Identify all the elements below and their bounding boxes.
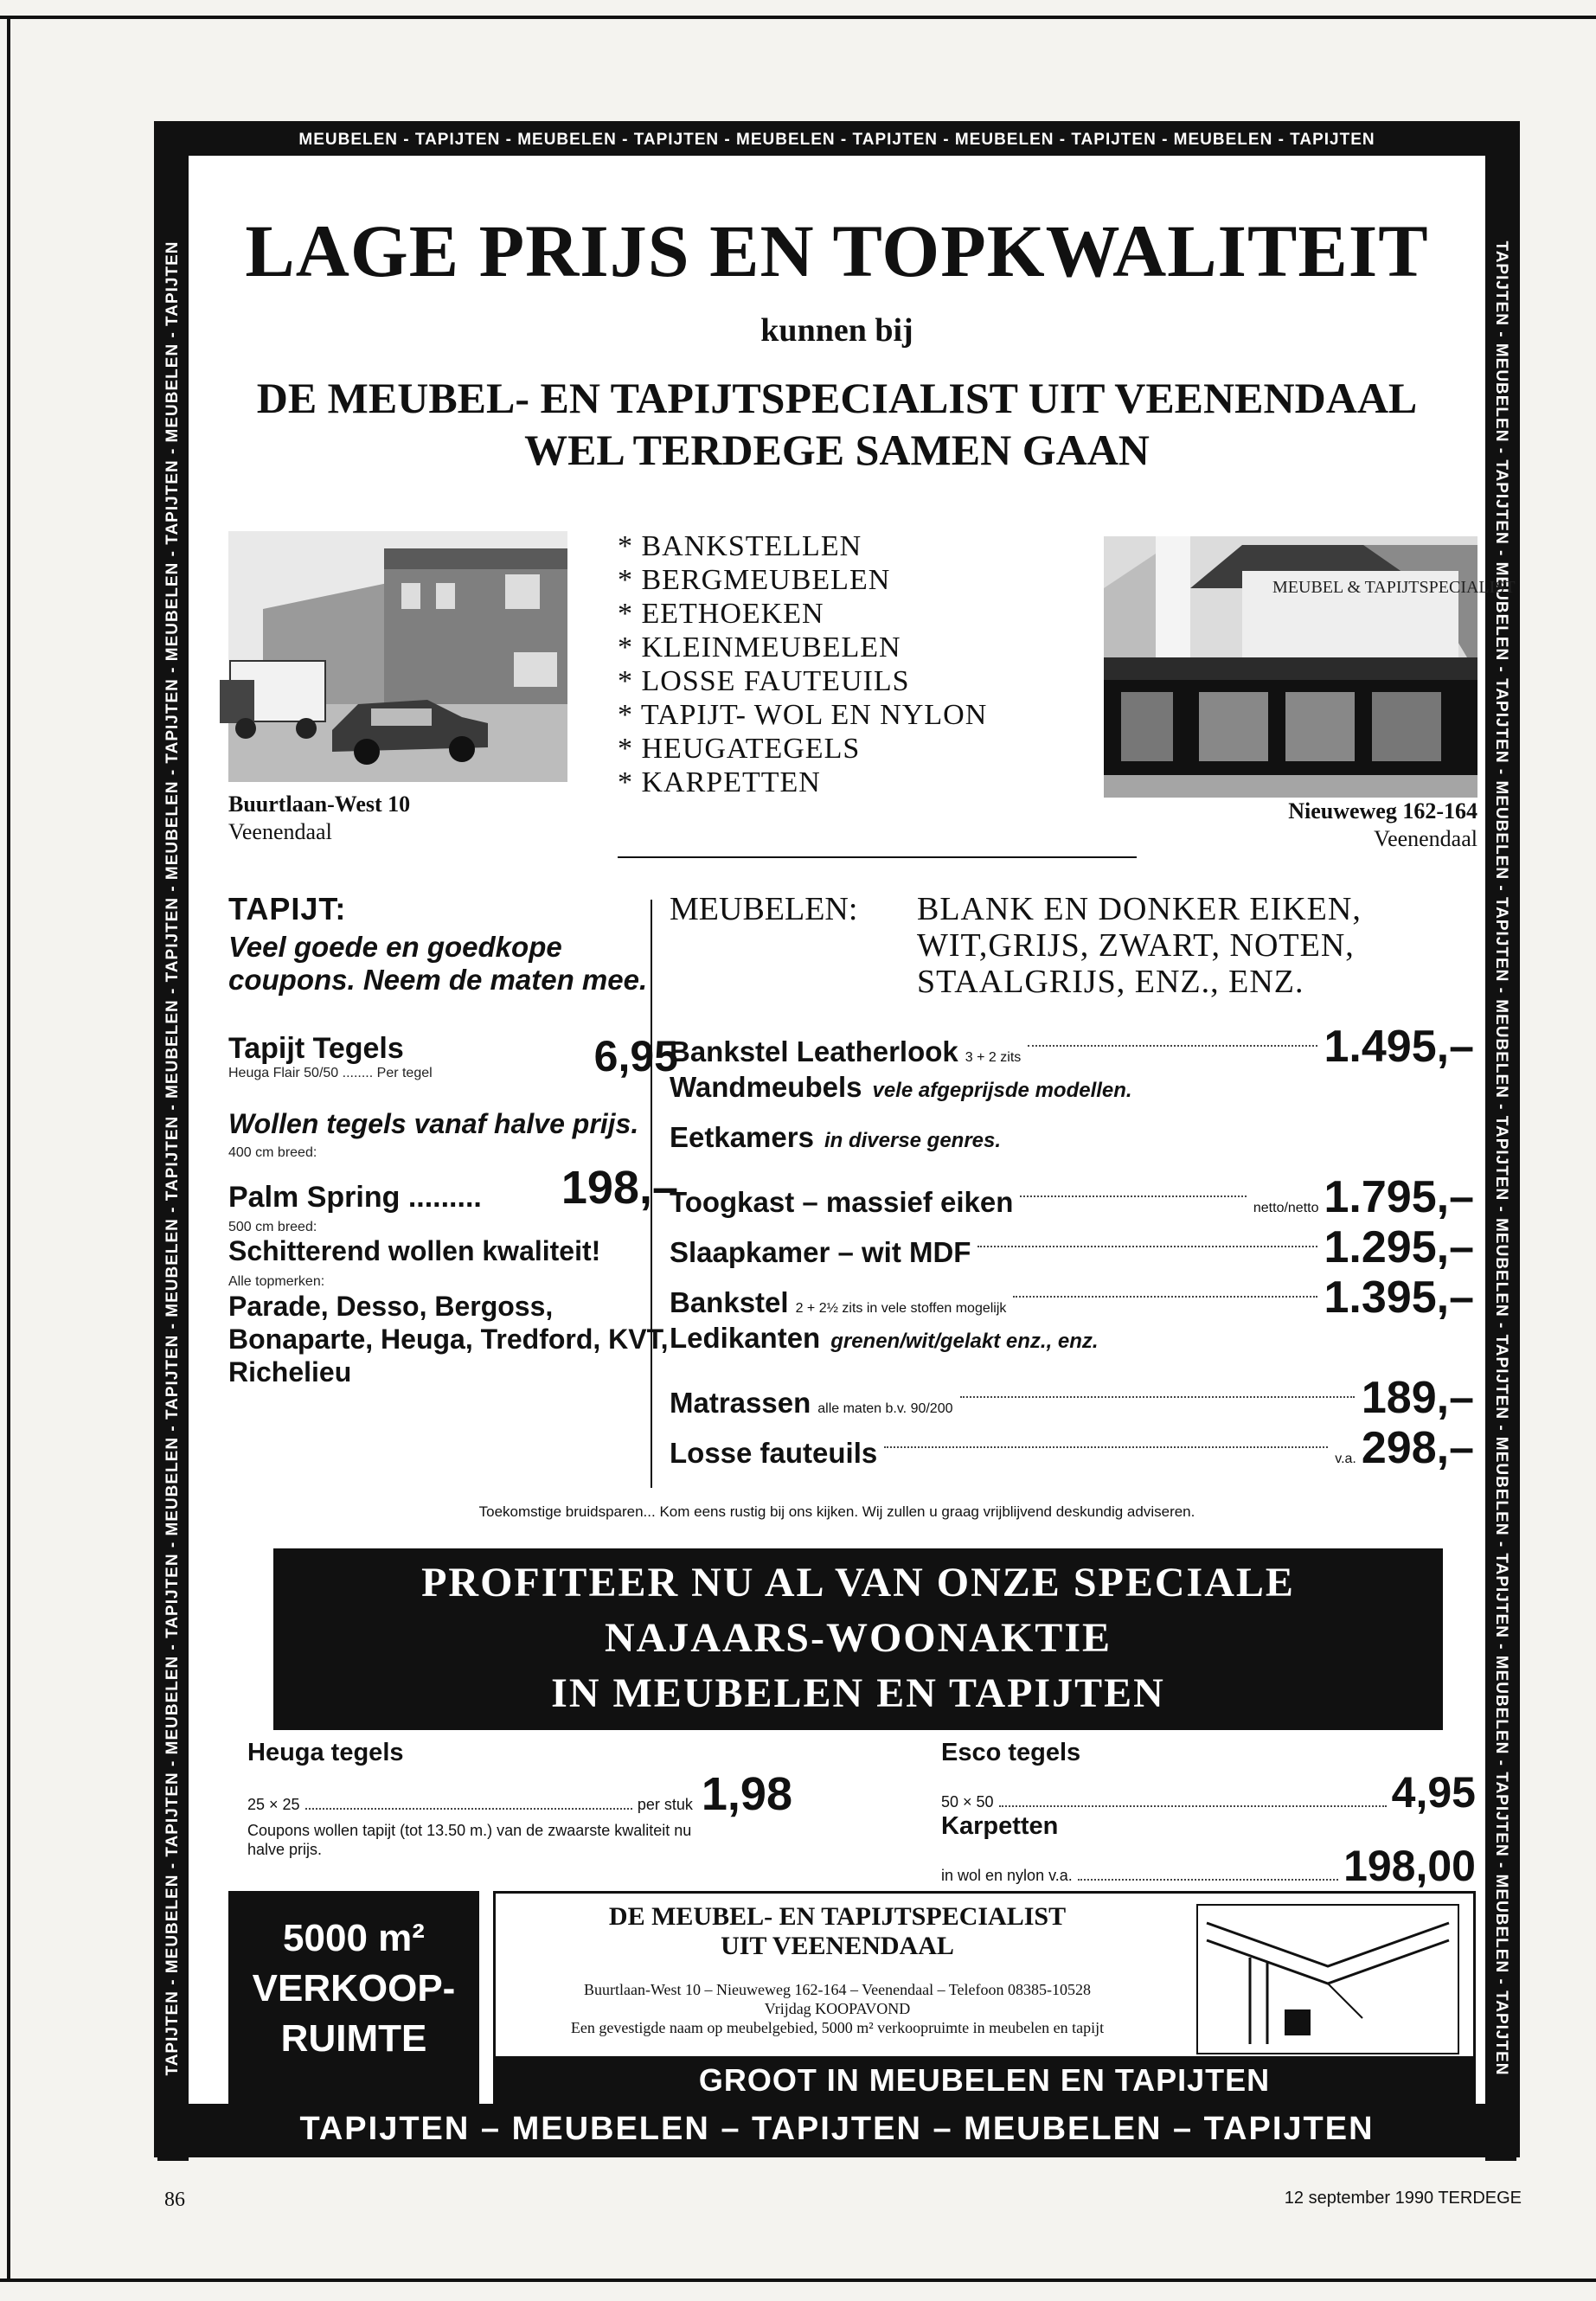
assortment-item: * BANKSTELLEN bbox=[618, 529, 987, 563]
price-row: Slaapkamer – wit MDF 1.295,– bbox=[670, 1222, 1474, 1272]
advertisement bbox=[154, 121, 1520, 2157]
tapijt-tegels-price: 6,95 bbox=[593, 1032, 678, 1080]
meubelen-finish-2: WIT,GRIJS, ZWART, NOTEN, bbox=[917, 927, 1355, 964]
showroom-line-2: VERKOOP- bbox=[252, 1967, 456, 2009]
border-left-text: TAPIJTEN - MEUBELEN - TAPIJTEN - MEUBELEN - TAPIJTEN - MEUBELEN - TAPIJTEN - MEUBELEN - TAPIJTEN - MEUBELEN - TAPIJTEN - MEUBELEN - TAPIJTEN - MEUBELEN - TAPIJTEN - MEUBELEN - TAPIJTEN bbox=[163, 240, 182, 2076]
left-location-street: Buurtlaan-West 10 bbox=[228, 792, 411, 817]
karpet-desc: in wol en nylon v.a. bbox=[941, 1867, 1073, 1884]
showroom-line-3: RUIMTE bbox=[280, 2017, 427, 2060]
palm-spring-price: 198,– bbox=[561, 1162, 678, 1214]
route-map-illustration bbox=[1198, 1906, 1454, 2049]
heuga-unit: per stuk bbox=[637, 1796, 693, 1813]
price-row: Wandmeubels vele afgeprijsde modellen. bbox=[670, 1071, 1132, 1103]
notice-line: Toekomstige bruidsparen... Kom eens rustig bij ons kijken. Wij zullen u graag vrijblijvend deskundig adviseren. bbox=[478, 1503, 1195, 1520]
assortment-item: * KARPETTEN bbox=[618, 766, 987, 799]
storefront-sign: MEUBEL & TAPIJTSPECIALIST bbox=[1272, 578, 1516, 597]
wollen-tegels-title: Wollen tegels vanaf halve prijs. bbox=[228, 1108, 639, 1139]
price-row: Toogkast – massief eiken netto/netto 1.795,– bbox=[670, 1172, 1474, 1222]
showroom-area: 5000 m² bbox=[283, 1917, 425, 1959]
esco-title: Esco tegels bbox=[941, 1739, 1081, 1766]
meubelen-finish-3: STAALGRIJS, ENZ., ENZ. bbox=[917, 964, 1304, 1000]
assortment-item: * TAPIJT- WOL EN NYLON bbox=[618, 698, 987, 732]
meubelen-price-list bbox=[670, 1021, 1474, 1472]
heuga-offer bbox=[247, 1739, 792, 1859]
subhead: kunnen bij bbox=[760, 312, 913, 349]
storefront-photo bbox=[1104, 536, 1516, 798]
assortment-list bbox=[618, 529, 987, 799]
meubelen-finish-1: BLANK EN DONKER EIKEN, bbox=[917, 891, 1362, 927]
center-divider bbox=[618, 856, 1137, 858]
esco-price: 4,95 bbox=[1391, 1768, 1476, 1817]
brands-list: Parade, Desso, Bergoss, Bonaparte, Heuga, Tredford, KVT, Richelieu bbox=[228, 1291, 669, 1388]
karpet-price: 198,00 bbox=[1343, 1842, 1476, 1890]
heuga-price: 1,98 bbox=[701, 1768, 792, 1820]
brands-label: Alle topmerken: bbox=[228, 1274, 325, 1289]
assortment-item: * BERGMEUBELEN bbox=[618, 563, 987, 597]
quality-text: Schitterend wollen kwaliteit! bbox=[228, 1235, 601, 1266]
border-right-strip bbox=[1485, 156, 1516, 2161]
quality-width: 500 cm breed: bbox=[228, 1220, 317, 1234]
esco-size: 50 × 50 bbox=[941, 1793, 994, 1811]
tapijt-tegels-desc: Heuga Flair 50/50 ........ Per tegel bbox=[228, 1066, 433, 1080]
tapijt-heading: TAPIJT: bbox=[228, 891, 347, 926]
left-location-city: Veenendaal bbox=[228, 819, 332, 844]
storefront-illustration bbox=[1104, 536, 1516, 798]
store-name-2: UIT VEENENDAAL bbox=[721, 1932, 954, 1960]
price-row: Matrassen alle maten b.v. 90/200 189,– bbox=[670, 1373, 1474, 1423]
assortment-item: * LOSSE FAUTEUILS bbox=[618, 664, 987, 698]
store-address: Buurtlaan-West 10 – Nieuweweg 162-164 – Veenendaal – Telefoon 08385-10528 bbox=[584, 1981, 1091, 1998]
border-top-strip: MEUBELEN - TAPIJTEN - MEUBELEN - TAPIJTEN - MEUBELEN - TAPIJTEN - MEUBELEN - TAPIJTEN - MEUBELEN - TAPIJTEN bbox=[157, 125, 1516, 156]
assortment-item: * KLEINMEUBELEN bbox=[618, 631, 987, 664]
issue-info: 12 september 1990 TERDEGE bbox=[1284, 2189, 1522, 2208]
border-left-strip bbox=[157, 156, 189, 2161]
promo-line-3: IN MEUBELEN EN TAPIJTEN bbox=[551, 1670, 1165, 1716]
store-slogan: GROOT IN MEUBELEN EN TAPIJTEN bbox=[496, 2056, 1473, 2105]
location-map bbox=[1196, 1904, 1459, 2054]
heuga-title: Heuga tegels bbox=[247, 1739, 404, 1766]
price-row: Losse fauteuils v.a. 298,– bbox=[670, 1423, 1474, 1473]
promo-line-2: NAJAARS-WOONAKTIE bbox=[604, 1615, 1112, 1661]
tagline bbox=[189, 372, 1485, 476]
assortment-item: * HEUGATEGELS bbox=[618, 732, 987, 766]
meubelen-label: MEUBELEN: bbox=[670, 891, 858, 927]
tapijt-tegels-row bbox=[228, 1031, 678, 1081]
promo-banner bbox=[273, 1548, 1443, 1730]
price-row: Eetkamers in diverse genres. bbox=[670, 1121, 1002, 1153]
palm-spring-name: Palm Spring ......... bbox=[228, 1181, 482, 1214]
tapijt-intro: Veel goede en goedkope coupons. Neem de maten mee. bbox=[228, 931, 648, 996]
right-location-city: Veenendaal bbox=[1374, 826, 1477, 851]
tagline-line-1: DE MEUBEL- EN TAPIJTSPECIALIST UIT VEENENDAAL bbox=[256, 374, 1418, 422]
page-number: 86 bbox=[164, 2189, 185, 2211]
price-row: Bankstel Leatherlook 3 + 2 zits 1.495,– bbox=[670, 1022, 1474, 1072]
right-location-street: Nieuweweg 162-164 bbox=[1288, 798, 1477, 824]
border-right-text: TAPIJTEN - MEUBELEN - TAPIJTEN - MEUBELEN - TAPIJTEN - MEUBELEN - TAPIJTEN - MEUBELEN - TAPIJTEN - MEUBELEN - TAPIJTEN - MEUBELEN - TAPIJTEN - MEUBELEN - TAPIJTEN - MEUBELEN - TAPIJTEN bbox=[1492, 240, 1510, 2076]
border-bottom-strip: TAPIJTEN – MEUBELEN – TAPIJTEN – MEUBELEN – TAPIJTEN bbox=[189, 2104, 1485, 2154]
heuga-note: Coupons wollen tapijt (tot 13.50 m.) van de zwaarste kwaliteit nu halve prijs. bbox=[247, 1822, 692, 1858]
warehouse-illustration bbox=[228, 531, 567, 782]
store-description: Een gevestigde naam op meubelgebied, 5000 m² verkoopruimte in meubelen en tapijt bbox=[570, 2019, 1105, 2036]
assortment-item: * EETHOEKEN bbox=[618, 597, 987, 631]
headline: LAGE PRIJS EN TOPKWALITEIT bbox=[245, 209, 1429, 292]
price-row: Ledikanten grenen/wit/gelakt enz., enz. bbox=[670, 1322, 1099, 1354]
warehouse-photo bbox=[228, 531, 567, 782]
left-location-caption bbox=[228, 791, 410, 846]
esco-offer bbox=[941, 1739, 1476, 1891]
promo-line-1: PROFITEER NU AL VAN ONZE SPECIALE bbox=[421, 1560, 1295, 1606]
showroom-box bbox=[228, 1891, 479, 2107]
tapijt-section bbox=[228, 891, 678, 1388]
meubelen-heading bbox=[670, 891, 1474, 1000]
palm-spring-row bbox=[228, 1161, 678, 1215]
right-location-caption bbox=[1227, 798, 1477, 853]
store-hours: Vrijdag KOOPAVOND bbox=[764, 2000, 911, 2017]
price-row: Bankstel 2 + 2½ zits in vele stoffen mogelijk 1.395,– bbox=[670, 1272, 1474, 1323]
heuga-size: 25 × 25 bbox=[247, 1796, 300, 1813]
store-name-1: DE MEUBEL- EN TAPIJTSPECIALIST bbox=[608, 1902, 1067, 1931]
karpet-title: Karpetten bbox=[941, 1812, 1059, 1840]
tapijt-tegels-title: Tapijt Tegels bbox=[228, 1032, 404, 1065]
tagline-line-2: WEL TERDEGE SAMEN GAAN bbox=[524, 426, 1150, 474]
address-box bbox=[493, 1891, 1476, 2107]
palm-spring-width: 400 cm breed: bbox=[228, 1145, 317, 1160]
